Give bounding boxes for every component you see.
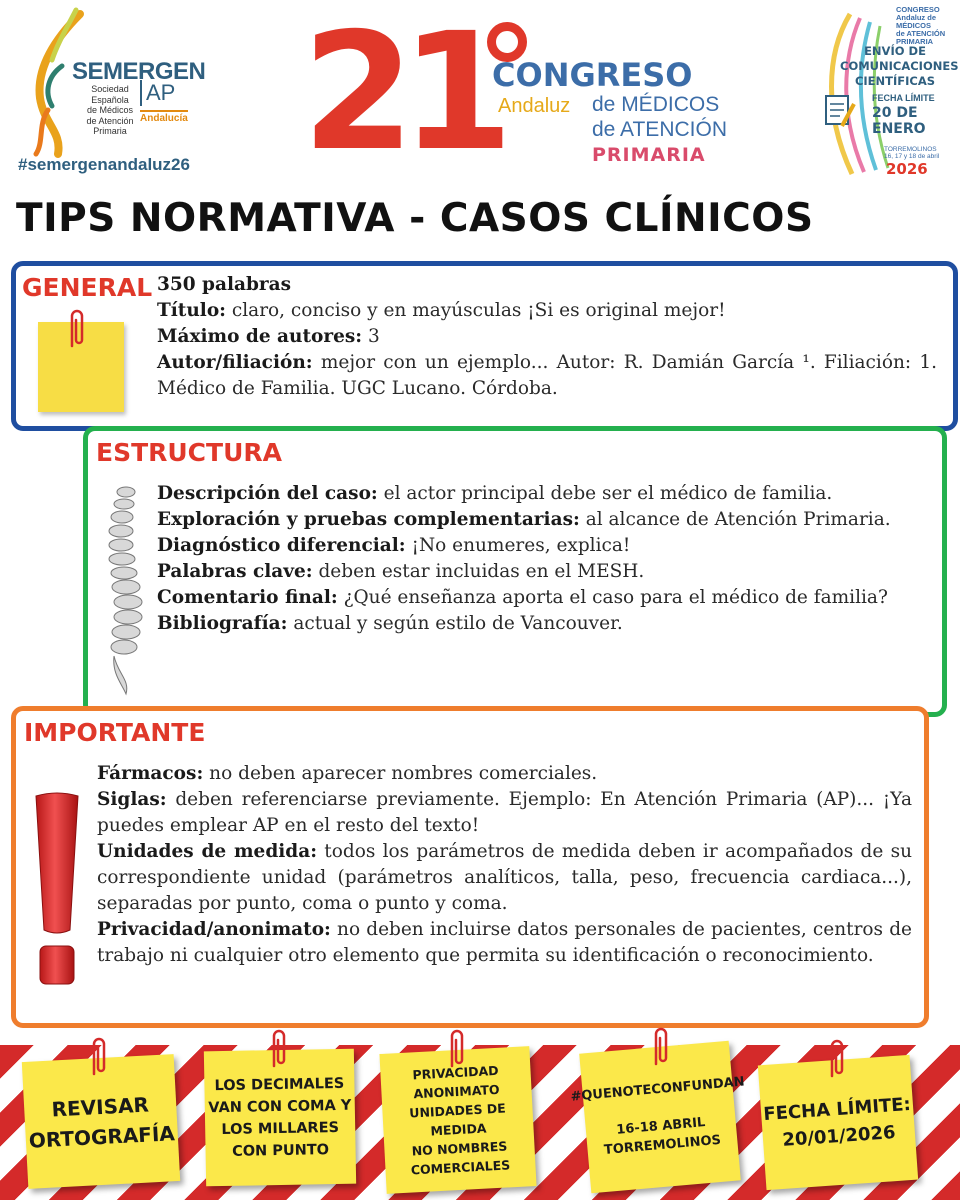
estructura-line: [157, 481, 927, 507]
estructura-line: [157, 585, 927, 611]
badge-place: [884, 146, 954, 160]
congress-word: CONGRESO: [492, 56, 693, 94]
note-text: [27, 1088, 176, 1156]
general-line: [157, 350, 937, 402]
note-line: 16-18 ABRIL: [615, 1114, 706, 1138]
importante-line-label: Siglas:: [97, 789, 167, 810]
region-badge: Andalucía: [140, 110, 188, 124]
paperclip-icon: [826, 1036, 848, 1082]
badge-mini-line: CONGRESO: [896, 5, 940, 14]
badge-place-line: TORREMOLINOS: [884, 146, 937, 153]
importante-line: [97, 917, 912, 969]
note-line: #QUENOTECONFUNDAN: [569, 1074, 746, 1105]
note-line: ANONIMATO: [413, 1081, 500, 1102]
estructura-line-text: ¡No enumeres, explica!: [405, 535, 631, 556]
general-line: [157, 272, 937, 298]
society-line: de Médicos: [86, 105, 134, 115]
badge-title: [840, 44, 959, 89]
badge-congress-mini: [896, 6, 956, 46]
importante-line-text: no deben incluirse datos personales de pacientes, centros de trabajo ni cualquier otro elemento que permita su identificación o reconocimiento.: [97, 919, 912, 966]
note-line: PRIVACIDAD: [412, 1062, 499, 1083]
semergen-brand: SEMERGEN: [72, 58, 206, 85]
note-line: LOS MILLARES: [221, 1119, 340, 1138]
badge-year: 2026: [886, 160, 928, 178]
general-line-label: Autor/filiación:: [157, 352, 313, 373]
general-line-label: Máximo de autores:: [157, 326, 363, 347]
importante-line-text: no deben aparecer nombres comerciales.: [203, 763, 598, 784]
congress-line3: PRIMARIA: [592, 144, 706, 166]
estructura-line-label: Diagnóstico diferencial:: [157, 535, 406, 556]
badge-place-line: 16, 17 y 18 de abril: [884, 153, 940, 160]
paperclip-icon: [650, 1024, 672, 1070]
congress-line1: de MÉDICOS: [592, 93, 720, 116]
note-line: FECHA LÍMITE:: [762, 1093, 912, 1125]
importante-line-text: todos los parámetros de medida deben ir acompañados de su correspondiente unidad (parámetros analíticos, talla, peso, frecuencia cardiaca...), separadas por punto, coma o punto y coma.: [97, 841, 912, 914]
importante-line-label: Privacidad/anonimato:: [97, 919, 331, 940]
note-line: LOS DECIMALES: [214, 1075, 345, 1094]
badge-title-line: CIENTÍFICAS: [854, 74, 936, 88]
badge-deadline-label: FECHA LÍMITE: [872, 93, 935, 103]
note-text: [762, 1090, 913, 1154]
spine-icon: [104, 484, 148, 700]
general-text: [157, 272, 937, 402]
estructura-line: [157, 533, 927, 559]
semergen-ap: AP: [140, 80, 175, 106]
estructura-line-label: Palabras clave:: [157, 561, 313, 582]
estructura-line: [157, 611, 927, 637]
estructura-line-label: Comentario final:: [157, 587, 338, 608]
estructura-line-text: al alcance de Atención Primaria.: [579, 509, 891, 530]
society-line: Sociedad: [91, 84, 129, 94]
paperclip-icon: [66, 306, 88, 352]
paperclip-icon: [446, 1026, 468, 1072]
page-title: TIPS NORMATIVA - CASOS CLÍNICOS: [16, 196, 814, 241]
note-line: CON PUNTO: [231, 1141, 330, 1160]
society-line: de Atención: [86, 115, 134, 126]
estructura-line-label: Bibliografía:: [157, 613, 288, 634]
estructura-heading: ESTRUCTURA: [96, 438, 282, 467]
estructura-line: [157, 559, 927, 585]
general-heading: GENERAL: [22, 273, 153, 302]
general-line-label: 350 palabras: [157, 274, 292, 295]
importante-line: [97, 839, 912, 917]
note-line: ORTOGRAFÍA: [28, 1120, 176, 1153]
estructura-line-text: el actor principal debe ser el médico de familia.: [377, 483, 833, 504]
note-text: [380, 1059, 536, 1181]
note-text: [208, 1072, 352, 1162]
exclamation-icon: [32, 790, 82, 990]
society-name: [78, 84, 142, 137]
note-line: NO NOMBRES: [411, 1138, 508, 1159]
paperclip-icon: [268, 1026, 290, 1072]
society-line: Española: [91, 94, 129, 105]
badge-mini-line: Andaluz de MÉDICOS: [896, 13, 937, 30]
society-line: Primaria: [93, 126, 127, 136]
general-line: [157, 324, 937, 350]
estructura-text: [157, 481, 927, 637]
general-line-text: mejor con un ejemplo... Autor: R. Damián García ¹. Filiación: 1. Médico de Familia. UGC Lucano. Córdoba.: [157, 352, 937, 399]
general-line: [157, 298, 937, 324]
importante-line: [97, 787, 912, 839]
general-line-text: 3: [362, 326, 380, 347]
badge-deadline-date: 20 DE ENERO: [872, 105, 926, 137]
note-line: COMERCIALES: [410, 1157, 511, 1178]
badge-title-line: COMUNICACIONES: [840, 59, 959, 73]
note-line: VAN CON COMA Y: [208, 1097, 352, 1116]
importante-text: [97, 761, 912, 969]
note-line: TORREMOLINOS: [603, 1132, 722, 1158]
estructura-line-text: ¿Qué enseñanza aporta el caso para el médico de familia?: [337, 587, 888, 608]
badge-mini-line: PRIMARIA: [896, 37, 934, 46]
estructura-line-text: actual y según estilo de Vancouver.: [287, 613, 623, 634]
congress-line2: de ATENCIÓN: [592, 118, 727, 141]
note-line: UNIDADES DE MEDIDA: [408, 1100, 507, 1139]
estructura-line-label: Exploración y pruebas complementarias:: [157, 509, 580, 530]
estructura-line: [157, 507, 927, 533]
general-line-text: claro, conciso y en mayúsculas ¡Si es original mejor!: [226, 300, 726, 321]
estructura-line-text: deben estar incluidas en el MESH.: [312, 561, 645, 582]
importante-line-label: Fármacos:: [97, 763, 204, 784]
general-line-label: Título:: [157, 300, 226, 321]
note-text: [570, 1072, 750, 1162]
note-line: REVISAR: [51, 1091, 150, 1122]
importante-line-text: deben referenciarse previamente. Ejemplo: En Atención Primaria (AP)... ¡Ya puedes emplear AP en el resto del texto!: [97, 789, 912, 836]
importante-heading: IMPORTANTE: [24, 718, 206, 747]
note-line: 20/01/2026: [781, 1121, 897, 1151]
badge-mini-line: de ATENCIÓN: [896, 29, 946, 38]
hashtag: #semergenandaluz26: [18, 155, 190, 174]
estructura-line-label: Descripción del caso:: [157, 483, 378, 504]
paperclip-icon: [88, 1034, 110, 1080]
importante-line-label: Unidades de medida:: [97, 841, 318, 862]
congress-region: Andaluz: [498, 95, 571, 117]
badge-title-line: ENVÍO DE: [864, 44, 926, 58]
congress-number: 21: [302, 0, 500, 187]
importante-line: [97, 761, 912, 787]
